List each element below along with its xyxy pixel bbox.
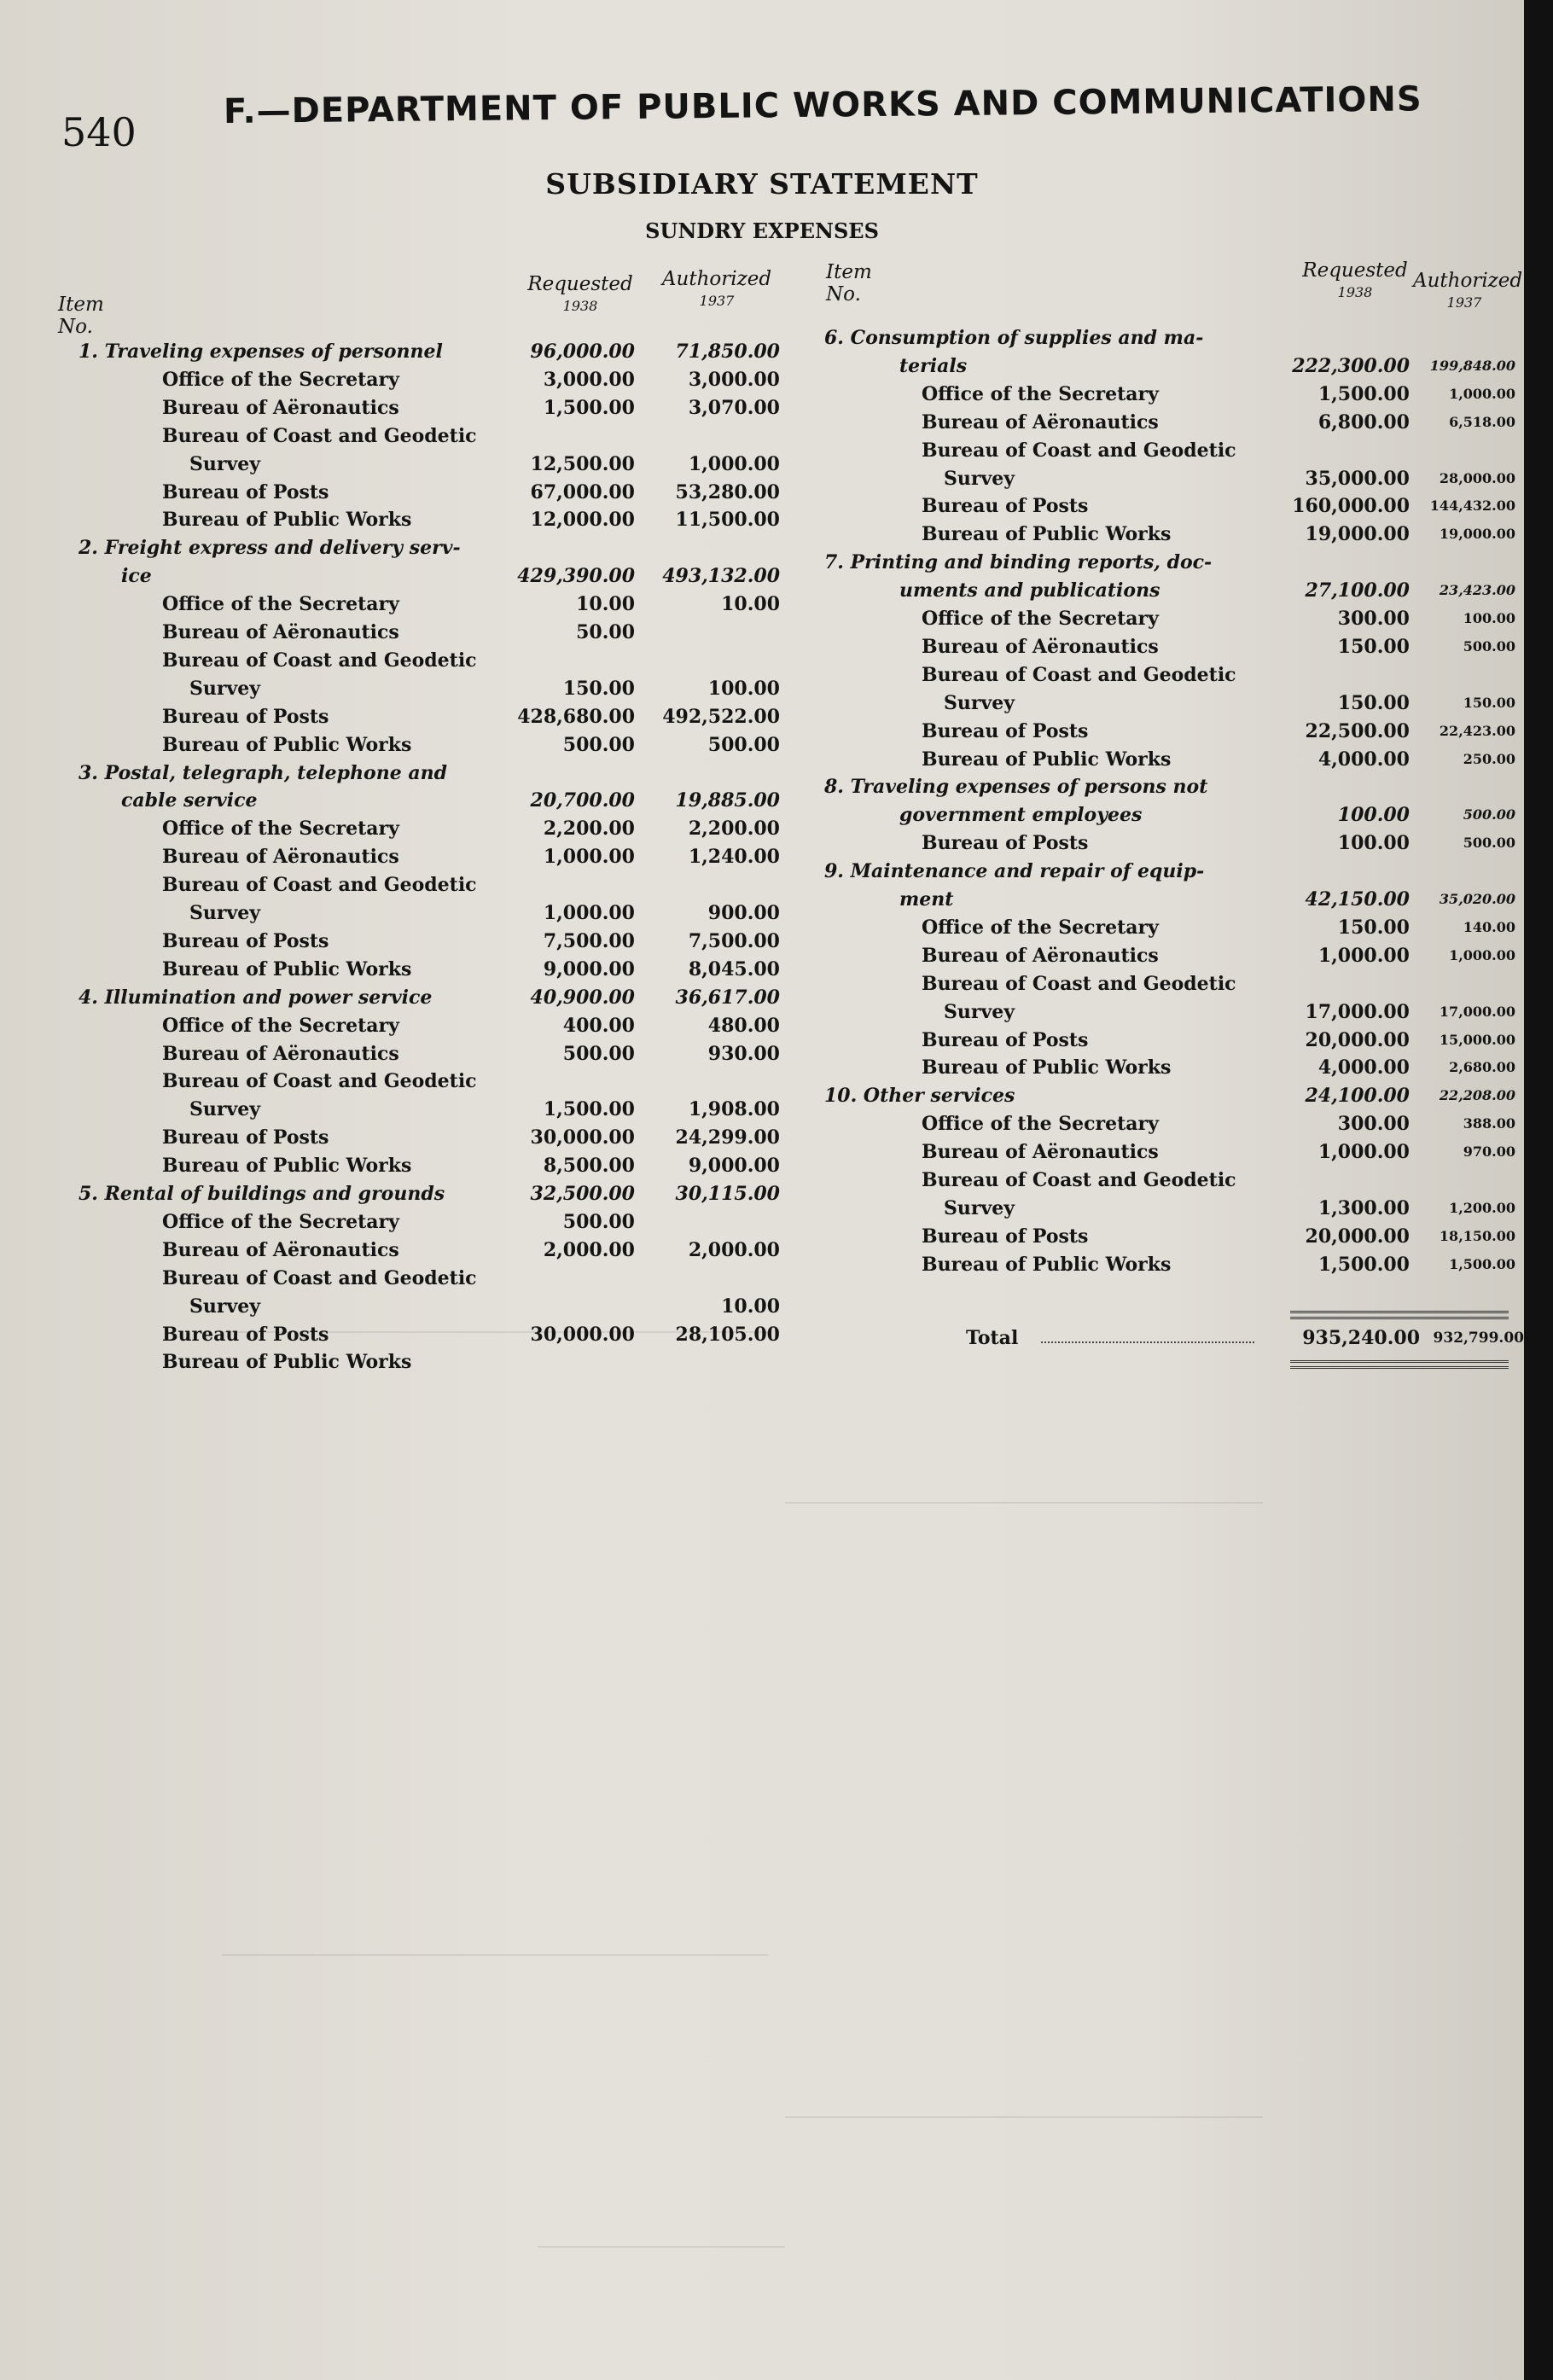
authorized-value: 140.00 bbox=[1463, 918, 1515, 935]
row-label: Bureau of Aëronautics bbox=[162, 846, 399, 869]
row-label: Bureau of Aëronautics bbox=[922, 1141, 1159, 1164]
row-label: Bureau of Aëronautics bbox=[922, 944, 1159, 967]
table-row bbox=[811, 1225, 1524, 1253]
table-row bbox=[811, 550, 1524, 579]
row-label: 5. Rental of buildings and grounds bbox=[79, 1183, 445, 1205]
table-row bbox=[0, 620, 794, 649]
requested-value: 100.00 bbox=[1337, 832, 1410, 855]
row-label: Bureau of Posts bbox=[922, 495, 1089, 518]
row-label: 4. Illumination and power service bbox=[79, 986, 433, 1009]
requested-value: 30,000.00 bbox=[530, 1323, 635, 1346]
requested-value: 3,000.00 bbox=[543, 368, 635, 391]
right-authorized-header: Authorized 1937 bbox=[1413, 270, 1523, 311]
row-label: Office of the Secretary bbox=[922, 916, 1159, 939]
authorized-value: 970.00 bbox=[1463, 1143, 1515, 1161]
requested-value: 12,000.00 bbox=[530, 509, 635, 532]
row-label: Bureau of Posts bbox=[162, 705, 329, 728]
row-label: Bureau of Public Works bbox=[922, 748, 1172, 771]
table-row bbox=[0, 368, 794, 396]
authorized-value: 30,115.00 bbox=[675, 1183, 780, 1205]
table-row bbox=[0, 986, 794, 1014]
row-label: Bureau of Public Works bbox=[162, 1155, 412, 1178]
requested-value: 40,900.00 bbox=[530, 986, 635, 1009]
authorized-value: 1,200.00 bbox=[1449, 1199, 1515, 1216]
row-label: Bureau of Coast and Geodetic bbox=[162, 1266, 477, 1289]
requested-value: 100.00 bbox=[1337, 804, 1410, 827]
authorized-value: 493,132.00 bbox=[662, 565, 780, 588]
authorized-value: 930.00 bbox=[707, 1042, 780, 1065]
table-row bbox=[811, 916, 1524, 944]
requested-value: 1,300.00 bbox=[1317, 1196, 1410, 1219]
table-row bbox=[0, 1097, 794, 1126]
total-rule-top bbox=[1290, 1311, 1509, 1319]
authorized-value: 500.00 bbox=[1463, 835, 1515, 852]
requested-value: 300.00 bbox=[1337, 608, 1410, 630]
row-label: Bureau of Aëronautics bbox=[162, 396, 399, 419]
table-row bbox=[811, 410, 1524, 439]
authorized-value: 144,432.00 bbox=[1429, 498, 1515, 515]
authorized-value: 19,885.00 bbox=[675, 789, 780, 812]
requested-value: 27,100.00 bbox=[1305, 579, 1410, 602]
requested-value: 30,000.00 bbox=[530, 1126, 635, 1149]
row-label: 6. Consumption of supplies and ma- bbox=[824, 327, 1204, 349]
row-label: Bureau of Posts bbox=[162, 1126, 329, 1149]
authorized-value: 480.00 bbox=[707, 1014, 780, 1037]
table-row bbox=[0, 788, 794, 817]
table-row bbox=[811, 467, 1524, 495]
table-row bbox=[0, 1295, 794, 1323]
requested-value: 1,000.00 bbox=[543, 846, 635, 869]
authorized-value: 35,020.00 bbox=[1439, 891, 1515, 907]
requested-value: 32,500.00 bbox=[530, 1183, 635, 1205]
authorized-value: 500.00 bbox=[707, 733, 780, 756]
row-label: Bureau of Public Works bbox=[162, 733, 412, 756]
authorized-value: 1,908.00 bbox=[688, 1098, 780, 1121]
row-label: Office of the Secretary bbox=[162, 818, 399, 841]
requested-value: 1,000.00 bbox=[1317, 944, 1410, 967]
page-number: 540 bbox=[61, 109, 137, 155]
table-row bbox=[0, 649, 794, 677]
authorized-value: 9,000.00 bbox=[688, 1155, 780, 1178]
requested-value: 1,000.00 bbox=[543, 902, 635, 924]
table-row bbox=[0, 396, 794, 424]
requested-value: 160,000.00 bbox=[1292, 495, 1410, 518]
table-row bbox=[0, 1154, 794, 1182]
header-title: F.—DEPARTMENT OF PUBLIC WORKS AND COMMUNICATIONS bbox=[223, 79, 1422, 131]
table-row bbox=[0, 1323, 794, 1351]
row-label: Bureau of Public Works bbox=[922, 523, 1172, 546]
table-row bbox=[811, 522, 1524, 550]
authorized-value: 492,522.00 bbox=[662, 705, 780, 728]
row-label: Office of the Secretary bbox=[162, 593, 399, 616]
requested-value: 4,000.00 bbox=[1317, 1056, 1410, 1079]
table-row bbox=[0, 536, 794, 564]
row-label: Bureau of Public Works bbox=[162, 957, 412, 981]
row-label: Survey bbox=[944, 1196, 1015, 1219]
row-label: Survey bbox=[189, 902, 261, 924]
table-row bbox=[811, 831, 1524, 859]
requested-value: 6,800.00 bbox=[1317, 410, 1410, 434]
requested-value: 429,390.00 bbox=[517, 565, 635, 588]
row-label: Office of the Secretary bbox=[162, 1210, 399, 1233]
table-row bbox=[0, 1126, 794, 1154]
authorized-value: 2,200.00 bbox=[688, 818, 780, 841]
table-row bbox=[0, 733, 794, 761]
authorized-value: 22,208.00 bbox=[1439, 1087, 1515, 1104]
table-row bbox=[0, 901, 794, 929]
authorized-value: 250.00 bbox=[1463, 750, 1515, 767]
authorized-value: 18,150.00 bbox=[1439, 1227, 1515, 1244]
authorized-value: 22,423.00 bbox=[1439, 722, 1515, 739]
table-row bbox=[811, 579, 1524, 607]
requested-value: 2,000.00 bbox=[543, 1238, 635, 1261]
table-row bbox=[0, 705, 794, 733]
section-title: SUNDRY EXPENSES bbox=[645, 218, 879, 243]
authorized-value: 71,850.00 bbox=[675, 340, 780, 363]
table-row bbox=[811, 887, 1524, 916]
table-row bbox=[0, 1238, 794, 1266]
requested-value: 1,500.00 bbox=[543, 396, 635, 419]
total-row bbox=[963, 1326, 1526, 1352]
table-row bbox=[811, 719, 1524, 748]
table-row bbox=[811, 972, 1524, 1000]
requested-value: 20,000.00 bbox=[1305, 1225, 1410, 1248]
requested-value: 150.00 bbox=[1337, 635, 1410, 658]
authorized-value: 199,848.00 bbox=[1429, 357, 1515, 374]
table-row bbox=[811, 748, 1524, 776]
requested-value: 428,680.00 bbox=[517, 705, 635, 728]
row-label: Bureau of Coast and Geodetic bbox=[162, 874, 477, 897]
requested-value: 24,100.00 bbox=[1305, 1085, 1410, 1108]
row-label: Bureau of Posts bbox=[922, 832, 1089, 855]
table-row bbox=[811, 354, 1524, 382]
row-label: 2. Freight express and delivery serv- bbox=[79, 537, 461, 560]
row-label: ment bbox=[899, 888, 954, 911]
left-authorized-header: Authorized 1937 bbox=[661, 268, 772, 309]
requested-value: 1,500.00 bbox=[1317, 382, 1410, 405]
row-label: Bureau of Coast and Geodetic bbox=[162, 424, 477, 447]
table-row bbox=[0, 1210, 794, 1238]
row-label: Survey bbox=[189, 452, 261, 475]
total-label: Total bbox=[966, 1327, 1019, 1349]
row-label: terials bbox=[899, 354, 968, 377]
row-label: Bureau of Posts bbox=[922, 719, 1089, 742]
authorized-value: 100.00 bbox=[707, 677, 780, 700]
row-label: 10. Other services bbox=[824, 1085, 1015, 1108]
table-row bbox=[811, 944, 1524, 972]
authorized-value: 28,105.00 bbox=[675, 1323, 780, 1346]
table-row bbox=[0, 452, 794, 480]
row-label: Bureau of Posts bbox=[162, 480, 329, 503]
row-label: Survey bbox=[944, 467, 1015, 490]
table-row bbox=[0, 1042, 794, 1070]
row-label: government employees bbox=[899, 804, 1143, 827]
total-authorized: 932,799.00 bbox=[1433, 1330, 1524, 1347]
table-row bbox=[811, 1140, 1524, 1168]
row-label: Office of the Secretary bbox=[922, 1113, 1159, 1136]
authorized-value: 8,045.00 bbox=[688, 957, 780, 981]
row-label: Bureau of Public Works bbox=[922, 1253, 1172, 1276]
table-row bbox=[811, 635, 1524, 663]
row-label: 7. Printing and binding reports, doc- bbox=[824, 551, 1213, 574]
authorized-value: 100.00 bbox=[1463, 610, 1515, 626]
authorized-value: 1,000.00 bbox=[1449, 385, 1515, 402]
table-row bbox=[811, 1084, 1524, 1112]
table-row bbox=[0, 424, 794, 452]
authorized-value: 1,500.00 bbox=[1449, 1255, 1515, 1272]
table-row bbox=[0, 592, 794, 620]
total-rule-bottom bbox=[1290, 1360, 1509, 1369]
authorized-value: 1,240.00 bbox=[688, 846, 780, 869]
table-row bbox=[811, 1253, 1524, 1281]
table-row bbox=[811, 1000, 1524, 1028]
row-label: Bureau of Aëronautics bbox=[162, 621, 399, 643]
authorized-value: 10.00 bbox=[721, 1295, 780, 1318]
table-row bbox=[0, 1014, 794, 1042]
row-label: Bureau of Coast and Geodetic bbox=[162, 649, 477, 672]
table-row bbox=[0, 564, 794, 592]
requested-value: 400.00 bbox=[562, 1014, 635, 1037]
row-label: Office of the Secretary bbox=[922, 608, 1159, 630]
table-row bbox=[0, 480, 794, 509]
requested-value: 150.00 bbox=[1337, 916, 1410, 939]
table-row bbox=[0, 1350, 794, 1378]
table-row bbox=[811, 663, 1524, 691]
requested-value: 500.00 bbox=[562, 733, 635, 756]
authorized-value: 500.00 bbox=[1463, 637, 1515, 655]
authorized-value: 2,000.00 bbox=[688, 1238, 780, 1261]
table-row bbox=[0, 873, 794, 901]
requested-value: 17,000.00 bbox=[1305, 1000, 1410, 1023]
requested-value: 2,200.00 bbox=[543, 818, 635, 841]
row-label: 3. Postal, telegraph, telephone and bbox=[79, 761, 448, 784]
authorized-value: 150.00 bbox=[1463, 694, 1515, 711]
requested-value: 300.00 bbox=[1337, 1113, 1410, 1136]
table-row bbox=[0, 817, 794, 845]
table-row bbox=[0, 508, 794, 536]
row-label: uments and publications bbox=[899, 579, 1160, 602]
row-label: Survey bbox=[189, 1295, 261, 1318]
row-label: Office of the Secretary bbox=[162, 1014, 399, 1037]
requested-value: 9,000.00 bbox=[543, 957, 635, 981]
authorized-value: 1,000.00 bbox=[688, 452, 780, 475]
requested-value: 50.00 bbox=[576, 621, 635, 643]
row-label: Survey bbox=[944, 691, 1015, 714]
row-label: Bureau of Coast and Geodetic bbox=[922, 1169, 1236, 1191]
authorized-value: 3,070.00 bbox=[688, 396, 780, 419]
authorized-value: 10.00 bbox=[721, 593, 780, 616]
requested-value: 222,300.00 bbox=[1292, 354, 1410, 377]
authorized-value: 3,000.00 bbox=[688, 368, 780, 391]
requested-value: 150.00 bbox=[1337, 691, 1410, 714]
requested-value: 500.00 bbox=[562, 1042, 635, 1065]
table-row bbox=[811, 691, 1524, 719]
requested-value: 35,000.00 bbox=[1305, 467, 1410, 490]
authorized-value: 23,423.00 bbox=[1439, 582, 1515, 599]
row-label: 1. Traveling expenses of personnel bbox=[79, 340, 443, 363]
requested-value: 20,000.00 bbox=[1305, 1028, 1410, 1051]
requested-value: 500.00 bbox=[562, 1210, 635, 1233]
subtitle: SUBSIDIARY STATEMENT bbox=[545, 167, 979, 201]
table-row bbox=[0, 1182, 794, 1210]
table-row bbox=[811, 382, 1524, 410]
requested-value: 4,000.00 bbox=[1317, 748, 1410, 771]
table-row bbox=[0, 677, 794, 705]
authorized-value: 1,000.00 bbox=[1449, 946, 1515, 963]
requested-value: 20,700.00 bbox=[530, 789, 635, 812]
authorized-value: 19,000.00 bbox=[1439, 526, 1515, 543]
total-requested: 935,240.00 bbox=[1302, 1327, 1420, 1349]
row-label: Bureau of Aëronautics bbox=[162, 1042, 399, 1065]
row-label: Bureau of Coast and Geodetic bbox=[922, 439, 1236, 462]
row-label: Bureau of Posts bbox=[162, 1323, 329, 1346]
table-row bbox=[0, 957, 794, 986]
requested-value: 22,500.00 bbox=[1305, 719, 1410, 742]
scan-edge bbox=[1524, 0, 1553, 2380]
row-label: Survey bbox=[189, 677, 261, 700]
requested-value: 1,500.00 bbox=[1317, 1253, 1410, 1276]
table-row bbox=[811, 1028, 1524, 1056]
table-row bbox=[0, 845, 794, 873]
authorized-value: 28,000.00 bbox=[1439, 469, 1515, 486]
authorized-value: 17,000.00 bbox=[1439, 1003, 1515, 1020]
table-row bbox=[0, 761, 794, 789]
authorized-value: 24,299.00 bbox=[675, 1126, 780, 1149]
table-row bbox=[811, 607, 1524, 635]
row-label: 8. Traveling expenses of persons not bbox=[824, 776, 1208, 799]
requested-value: 10.00 bbox=[576, 593, 635, 616]
table-row bbox=[811, 1056, 1524, 1084]
requested-value: 150.00 bbox=[562, 677, 635, 700]
table-row bbox=[811, 803, 1524, 831]
authorized-value: 900.00 bbox=[707, 902, 780, 924]
row-label: cable service bbox=[121, 789, 258, 812]
authorized-value: 36,617.00 bbox=[675, 986, 780, 1009]
row-label: Bureau of Public Works bbox=[922, 1056, 1172, 1079]
authorized-value: 388.00 bbox=[1463, 1115, 1515, 1132]
authorized-value: 53,280.00 bbox=[675, 480, 780, 503]
table-row bbox=[0, 929, 794, 957]
table-row bbox=[811, 1112, 1524, 1140]
row-label: Survey bbox=[189, 1098, 261, 1121]
requested-value: 7,500.00 bbox=[543, 929, 635, 952]
row-label: Bureau of Posts bbox=[922, 1028, 1089, 1051]
table-row bbox=[811, 1196, 1524, 1225]
requested-value: 8,500.00 bbox=[543, 1155, 635, 1178]
authorized-value: 15,000.00 bbox=[1439, 1031, 1515, 1048]
requested-value: 12,500.00 bbox=[530, 452, 635, 475]
table-row bbox=[0, 340, 794, 368]
left-requested-header: Requested 1938 bbox=[527, 273, 633, 314]
table-row bbox=[811, 775, 1524, 803]
row-label: Bureau of Aëronautics bbox=[922, 410, 1159, 434]
authorized-value: 7,500.00 bbox=[688, 929, 780, 952]
row-label: Bureau of Coast and Geodetic bbox=[922, 972, 1236, 995]
table-row bbox=[811, 326, 1524, 354]
requested-value: 1,000.00 bbox=[1317, 1141, 1410, 1164]
row-label: Bureau of Aëronautics bbox=[162, 1238, 399, 1261]
table-row bbox=[811, 494, 1524, 522]
row-label: Bureau of Aëronautics bbox=[922, 635, 1159, 658]
row-label: Bureau of Posts bbox=[162, 929, 329, 952]
table-row bbox=[811, 1168, 1524, 1196]
row-label: ice bbox=[121, 565, 152, 588]
row-label: Bureau of Coast and Geodetic bbox=[162, 1070, 477, 1093]
table-row bbox=[0, 1069, 794, 1097]
right-requested-header: Requested 1938 bbox=[1302, 259, 1408, 300]
row-label: Bureau of Public Works bbox=[162, 509, 412, 532]
row-label: Office of the Secretary bbox=[922, 382, 1159, 405]
authorized-value: 6,518.00 bbox=[1449, 413, 1515, 430]
row-label: 9. Maintenance and repair of equip- bbox=[824, 860, 1205, 883]
left-item-header: Item No. bbox=[58, 294, 104, 338]
authorized-value: 500.00 bbox=[1463, 806, 1515, 823]
table-row bbox=[0, 1266, 794, 1295]
requested-value: 42,150.00 bbox=[1305, 888, 1410, 911]
row-label: Bureau of Public Works bbox=[162, 1351, 412, 1374]
right-item-header: Item No. bbox=[826, 261, 872, 306]
row-label: Bureau of Coast and Geodetic bbox=[922, 663, 1236, 686]
table-row bbox=[811, 439, 1524, 467]
authorized-value: 2,680.00 bbox=[1449, 1059, 1515, 1076]
authorized-value: 11,500.00 bbox=[675, 509, 780, 532]
row-label: Office of the Secretary bbox=[162, 368, 399, 391]
requested-value: 19,000.00 bbox=[1305, 523, 1410, 546]
row-label: Survey bbox=[944, 1000, 1015, 1023]
requested-value: 67,000.00 bbox=[530, 480, 635, 503]
requested-value: 1,500.00 bbox=[543, 1098, 635, 1121]
row-label: Bureau of Posts bbox=[922, 1225, 1089, 1248]
requested-value: 96,000.00 bbox=[530, 340, 635, 363]
table-row bbox=[811, 859, 1524, 887]
